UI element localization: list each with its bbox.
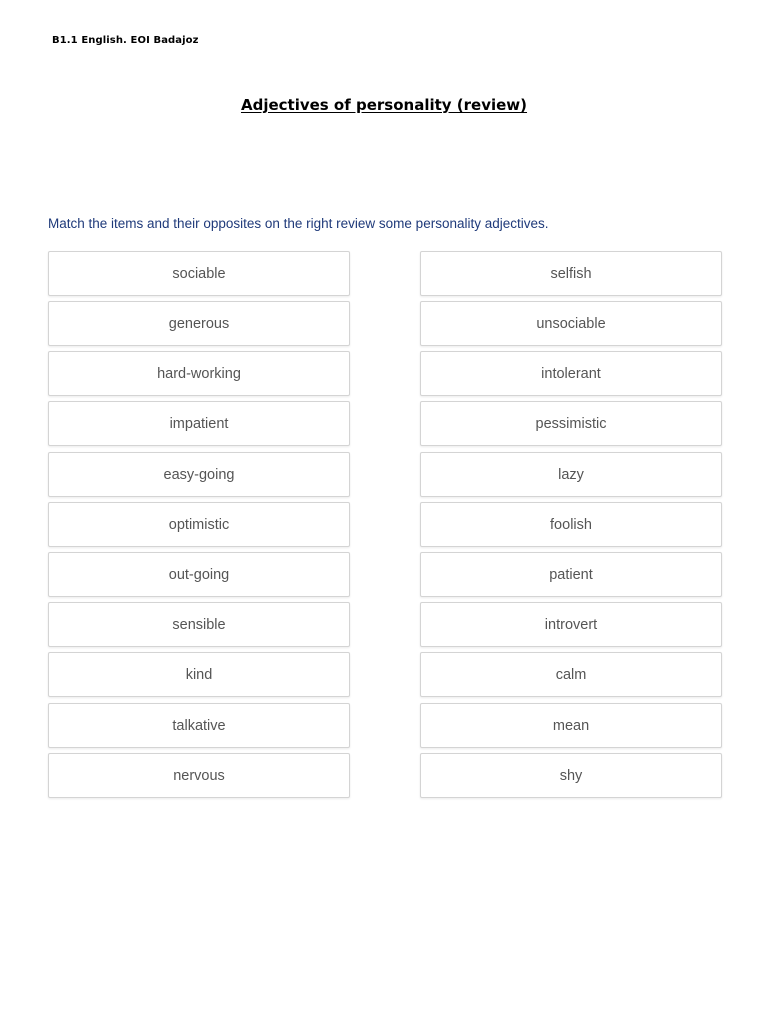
page-title <box>0 96 768 114</box>
right-item[interactable]: calm <box>420 652 722 697</box>
left-item[interactable]: easy-going <box>48 452 350 497</box>
course-header: B1.1 English. EOI Badajoz <box>52 35 199 46</box>
right-item[interactable]: lazy <box>420 452 722 497</box>
page-title-text: Adjectives of personality (review) <box>240 96 528 114</box>
right-item[interactable]: shy <box>420 753 722 798</box>
left-item[interactable]: generous <box>48 301 350 346</box>
left-item[interactable]: sensible <box>48 602 350 647</box>
left-item[interactable]: talkative <box>48 703 350 748</box>
right-item[interactable]: patient <box>420 552 722 597</box>
left-item[interactable]: optimistic <box>48 502 350 547</box>
right-item[interactable]: intolerant <box>420 351 722 396</box>
left-item[interactable]: sociable <box>48 251 350 296</box>
left-item[interactable]: out-going <box>48 552 350 597</box>
right-item[interactable]: foolish <box>420 502 722 547</box>
instructions-text: Match the items and their opposites on the right review some personality adjectives. <box>48 216 549 231</box>
right-item[interactable]: mean <box>420 703 722 748</box>
left-item[interactable]: kind <box>48 652 350 697</box>
right-item[interactable]: selfish <box>420 251 722 296</box>
right-item[interactable]: unsociable <box>420 301 722 346</box>
left-item[interactable]: hard-working <box>48 351 350 396</box>
right-item[interactable]: introvert <box>420 602 722 647</box>
left-item[interactable]: impatient <box>48 401 350 446</box>
left-item[interactable]: nervous <box>48 753 350 798</box>
right-item[interactable]: pessimistic <box>420 401 722 446</box>
